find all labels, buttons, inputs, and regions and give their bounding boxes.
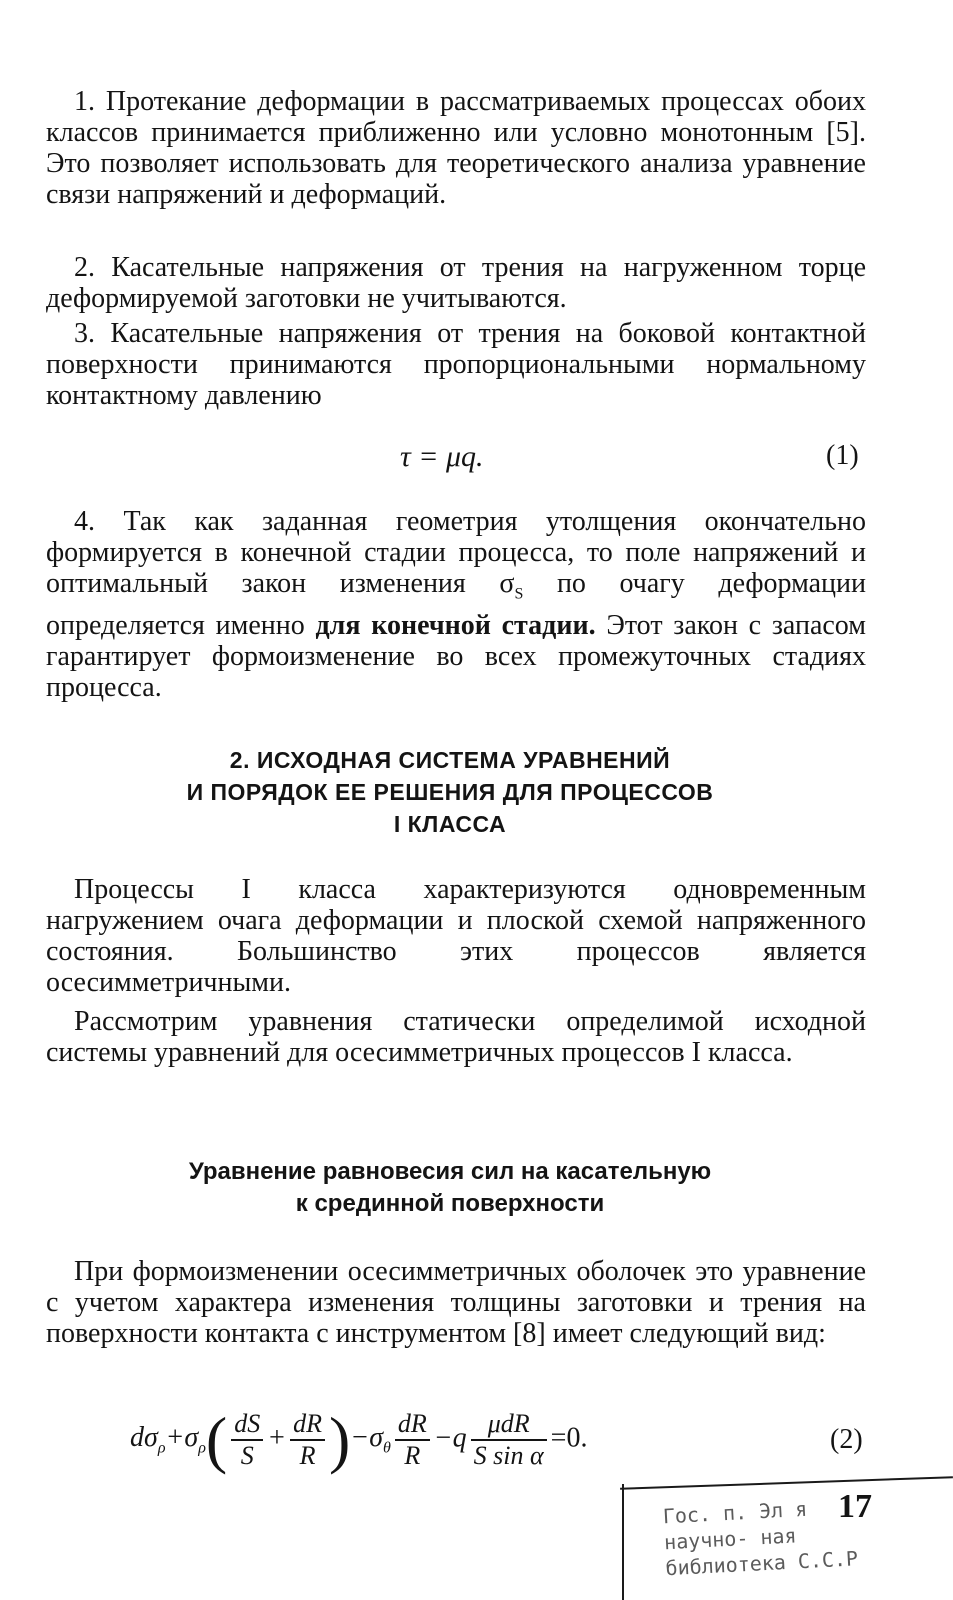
- p4-mid: по очагу деформации определяется именно: [46, 568, 866, 641]
- stamp-text: [662, 1489, 946, 1582]
- equation-1-number: (1): [826, 440, 859, 471]
- paragraph-consider: Рассмотрим уравнения статически определимой исходной системы уравнений для осесимметричных процессов I класса.: [46, 1006, 866, 1068]
- p4-subscript: S: [514, 585, 524, 603]
- equation-1: τ = μq.: [400, 440, 484, 473]
- p4-end: Этот закон с запасом гарантирует формоизменение во всех промежуточных стадиях процесса.: [46, 609, 866, 703]
- paragraph-equation-intro: При формоизменении осесимметричных оболочек это уравнение с учетом характера изменения толщины заготовки и трения на поверхности контакта с инструментом [8] имеет следующий вид:: [46, 1256, 866, 1349]
- subsection-heading: [60, 1156, 840, 1220]
- stamp-border-left: [622, 1484, 624, 1600]
- p4-start: 4. Так как заданная геометрия утолщения окончательно формируется в конечной стадии процесса, то поле напряжений и оптимальный закон изменения σ: [46, 506, 866, 599]
- library-stamp: [620, 1468, 953, 1600]
- section-heading-line-2: И ПОРЯДОК ЕЕ РЕШЕНИЯ ДЛЯ ПРОЦЕССОВ: [186, 779, 714, 805]
- paragraph-assumption-1: 1. Протекание деформации в рассматриваемых процессах обоих классов принимается приближенно или условно монотонным [5]. Это позволяет использовать для теоретического анализа уравнение связи напряжений и деформаций.: [46, 86, 866, 210]
- stamp-line-2: научно- ная: [663, 1523, 798, 1555]
- p4-bold: для конечной стадии.: [315, 609, 596, 641]
- paragraph-assumption-4: [46, 506, 866, 703]
- stamp-line-1: Гос. п. Эл я: [662, 1496, 808, 1529]
- page-number: 17: [838, 1488, 872, 1525]
- section-heading-line-3: I КЛАССА: [393, 811, 507, 837]
- subsection-heading-line-1: Уравнение равновесия сил на касательную: [188, 1158, 712, 1185]
- stamp-line-3: библиотека С.С.Р: [664, 1546, 859, 1581]
- paragraph-assumption-2: 2. Касательные напряжения от трения на нагруженном торце деформируемой заготовки не учитываются.: [46, 252, 866, 314]
- paragraph-class-1: Процессы I класса характеризуются одновременным нагружением очага деформации и плоской схемой напряженного состояния. Большинство этих процессов является осесимметричными.: [46, 874, 866, 998]
- stamp-border-top: [620, 1476, 953, 1490]
- section-heading-line-1: 2. ИСХОДНАЯ СИСТЕМА УРАВНЕНИЙ: [229, 747, 671, 773]
- section-heading: [60, 744, 840, 840]
- equation-2: $d\sigma_\rho+\sigma_\rho$( $\frac{dS}{S}$ + $\frac{dR}{R}$ )$-\sigma_\theta$ $\frac{dR}{R}$ −q $\frac{\text{μdR}}{\text{S sin α}}$ =0.: [130, 1404, 588, 1475]
- subsection-heading-line-2: к срединной поверхности: [295, 1190, 605, 1217]
- equation-2-number: (2): [830, 1424, 863, 1455]
- paragraph-assumption-3: 3. Касательные напряжения от трения на боковой контактной поверхности принимаются пропорциональными нормальному контактному давлению: [46, 318, 866, 411]
